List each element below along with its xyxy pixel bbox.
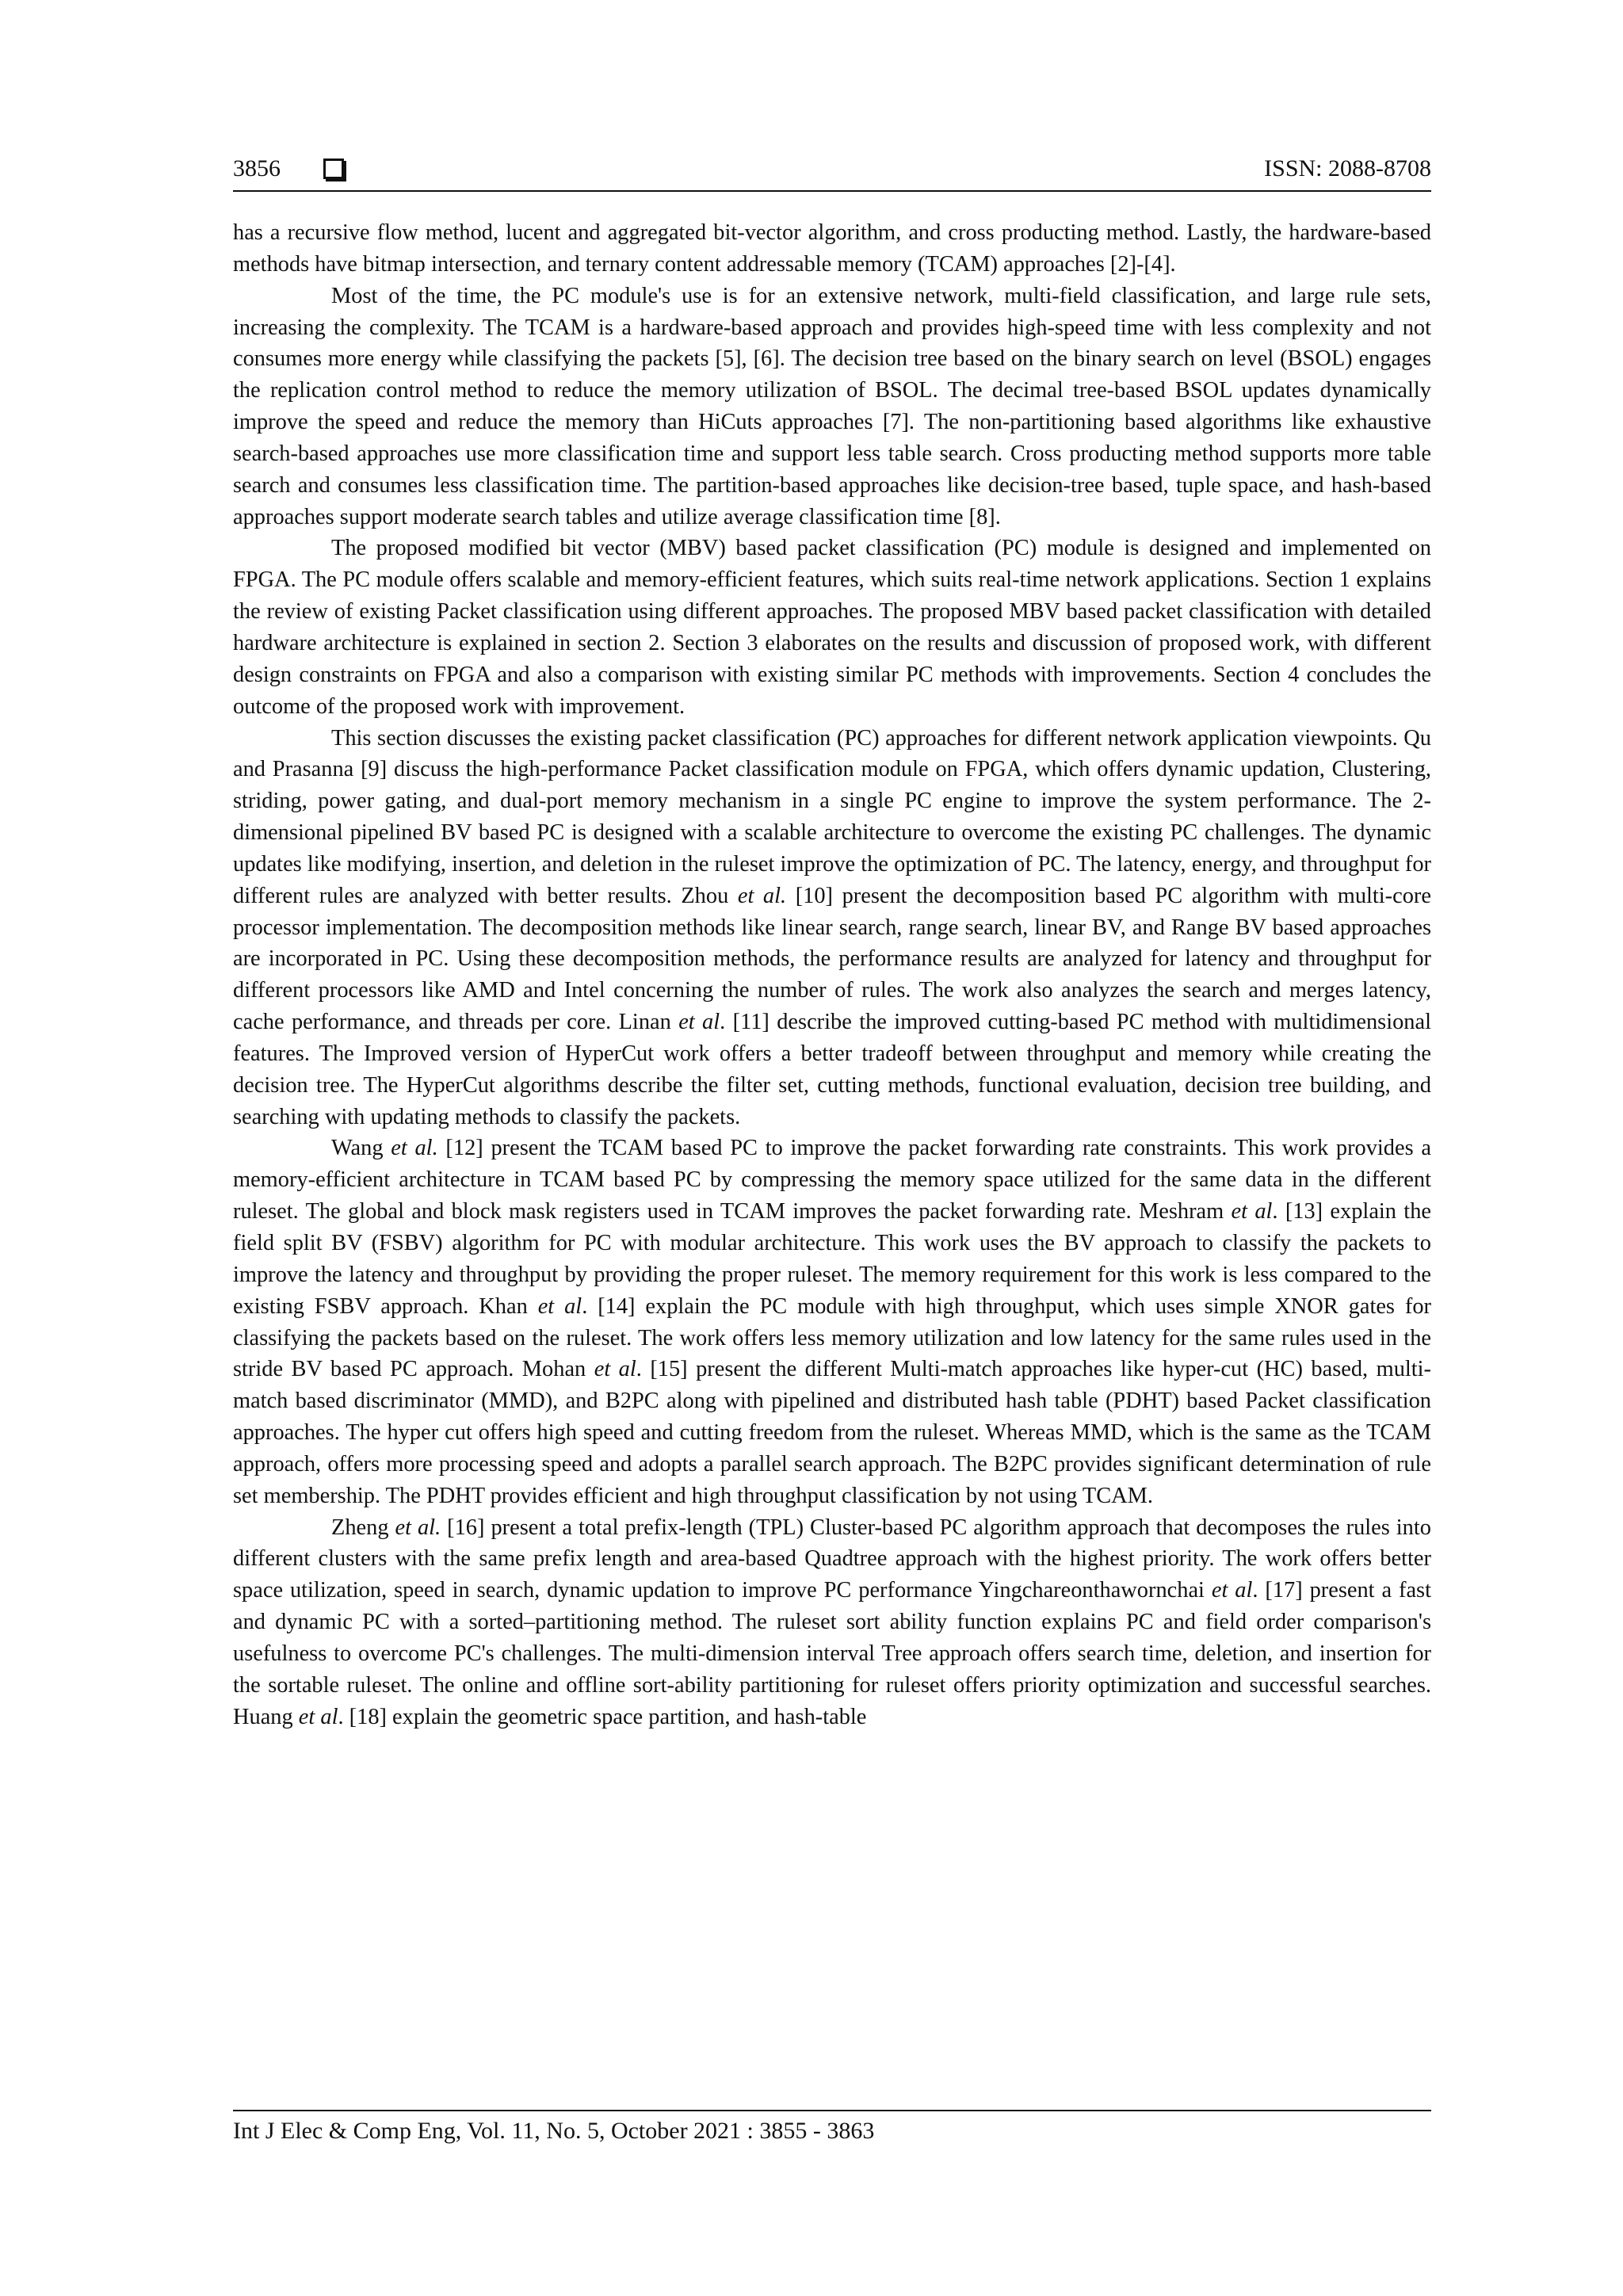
text-run: . [17] present a fast and dynamic PC with a sorted–partitioning method. The ruleset sort ability function explains PC and field order comparison's usefulness to overcome PC's challenges. The multi-dimension interval Tree approach offers search time, deletion, and insertion for the sortable ruleset. The online and offline sort-ability partitioning for ruleset offers priority optimization and successful searches. Huang: [233, 1578, 1431, 1729]
italic-run: et al: [537, 1293, 582, 1319]
checkbox-square-icon: [323, 159, 344, 179]
italic-run: et al: [298, 1704, 338, 1729]
text-run: Wang: [331, 1136, 391, 1161]
footer-rule: [233, 2110, 1431, 2111]
text-run: . [11] describe the improved cutting-based PC method with multidimensional features. The Improved version of HyperCut work offers a better tradeoff between throughput and memory while creating the decision tree. The HyperCut algorithms describe the filter set, cutting methods, functional evaluation, decision tree building, and searching with updating methods to classify the packets.: [233, 1010, 1431, 1129]
text-run: Zheng: [331, 1515, 395, 1540]
italic-run: et al: [594, 1357, 636, 1382]
text-run: . [15] present the different Multi-match approaches like hyper-cut (HC) based, multi-match based discriminator (MMD), and B2PC along with pipelined and distributed hash table (PDHT) based Packet classification approaches. The hyper cut offers high speed and cutting freedom from the ruleset. Whereas MMD, which is the same as the TCAM approach, offers more processing speed and adopts a parallel search approach. The B2PC provides significant determination of rule set membership. The PDHT provides efficient and high throughput classification by not using TCAM.: [233, 1357, 1432, 1508]
text-run: has a recursive flow method, lucent and aggregated bit-vector algorithm, and cross producting method. Lastly, the hardware-based methods have bitmap intersection, and ternary content addressable memory (TCAM) approaches [2]-[4].: [233, 220, 1431, 277]
text-run: This section discusses the existing packet classification (PC) approaches for different network application viewpoints. Qu and Prasanna [9] discuss the high-performance Packet classification module on FPGA, which offers dynamic updation, Clustering, striding, power gating, and dual-port memory mechanism in a single PC engine to improve the system performance. The 2-dimensional pipelined BV based PC is designed with a scalable architecture to overcome the existing PC challenges. The dynamic updates like modifying, insertion, and deletion in the ruleset improve the optimization of PC. The latency, energy, and throughput for different rules are analyzed with better results. Zhou: [233, 725, 1431, 908]
text-run: . [13] explain the field split BV (FSBV) algorithm for PC with modular architecture. This work uses the BV approach to classify the packets to improve the latency and throughput by providing the proper ruleset. The memory requirement for this work is less compared to the existing FSBV approach. Khan: [233, 1199, 1431, 1319]
paragraph: [233, 1133, 1431, 1511]
article-body: [233, 217, 1431, 1733]
issn-label: ISSN: 2088-8708: [1264, 155, 1431, 181]
page-number: 3856: [233, 155, 281, 181]
paragraph: [233, 723, 1431, 1133]
text-run: [16] present a total prefix-length (TPL) Cluster-based PC algorithm approach that decomposes the rules into different clusters with the same prefix length and area-based Quadtree approach with the highest priority. The work offers better space utilization, speed in search, dynamic updation to improve PC performance Yingchareonthawornchai: [233, 1515, 1431, 1603]
text-run: The proposed modified bit vector (MBV) based packet classification (PC) module is designed and implemented on FPGA. The PC module offers scalable and memory-efficient features, which suits real-time network applications. Section 1 explains the review of existing Packet classification using different approaches. The proposed MBV based packet classification with detailed hardware architecture is explained in section 2. Section 3 elaborates on the results and discussion of proposed work, with different design constraints on FPGA and also a comparison with existing similar PC methods with improvements. Section 4 concludes the outcome of the proposed work with improvement.: [233, 536, 1431, 719]
italic-run: et al: [1211, 1578, 1253, 1603]
journal-citation: Int J Elec & Comp Eng, Vol. 11, No. 5, October 2021 : 3855 - 3863: [233, 2118, 875, 2144]
italic-run: et al.: [391, 1136, 438, 1161]
paragraph: [233, 533, 1431, 722]
italic-run: et al.: [737, 883, 787, 908]
paragraph: [233, 1512, 1431, 1733]
page-header: [233, 155, 1431, 195]
text-run: [12] present the TCAM based PC to improve the packet forwarding rate constraints. This work provides a memory-efficient architecture in TCAM based PC by compressing the memory space utilized for the same data in the different ruleset. The global and block mask registers used in TCAM improves the packet forwarding rate. Meshram: [233, 1136, 1431, 1224]
paragraph: [233, 217, 1431, 281]
header-rule: [233, 190, 1431, 192]
text-run: . [14] explain the PC module with high throughput, which uses simple XNOR gates for classifying the packets based on the ruleset. The work offers less memory utilization and low latency for the same rules used in the stride BV based PC approach. Mohan: [233, 1293, 1431, 1382]
italic-run: et al: [678, 1010, 720, 1035]
text-run: Most of the time, the PC module's use is for an extensive network, multi-field classification, and large rule sets, increasing the complexity. The TCAM is a hardware-based approach and provides high-speed time with less complexity and not consumes more energy while classifying the packets [5], [6]. The decision tree based on the binary search on level (BSOL) engages the replication control method to reduce the memory utilization of BSOL. The decimal tree-based BSOL updates dynamically improve the speed and reduce the memory than HiCuts approaches [7]. The non-partitioning based algorithms like exhaustive search-based approaches use more classification time and support less table search. Cross producting method supports more table search and consumes less classification time. The partition-based approaches like decision-tree based, tuple space, and hash-based approaches support moderate search tables and utilize average classification time [8].: [233, 283, 1431, 529]
page-footer: [233, 2118, 1431, 2145]
paragraph: [233, 281, 1431, 533]
text-run: [10] present the decomposition based PC algorithm with multi-core processor implementation. The decomposition methods like linear search, range search, linear BV, and Range BV based approaches are incorporated in PC. Using these decomposition methods, the performance results are analyzed for latency and throughput for different processors like AMD and Intel concerning the number of rules. The work also analyzes the search and merges latency, cache performance, and threads per core. Linan: [233, 883, 1431, 1035]
italic-run: et al.: [395, 1515, 441, 1540]
italic-run: et al: [1231, 1199, 1273, 1224]
text-run: . [18] explain the geometric space partition, and hash-table: [338, 1704, 867, 1729]
